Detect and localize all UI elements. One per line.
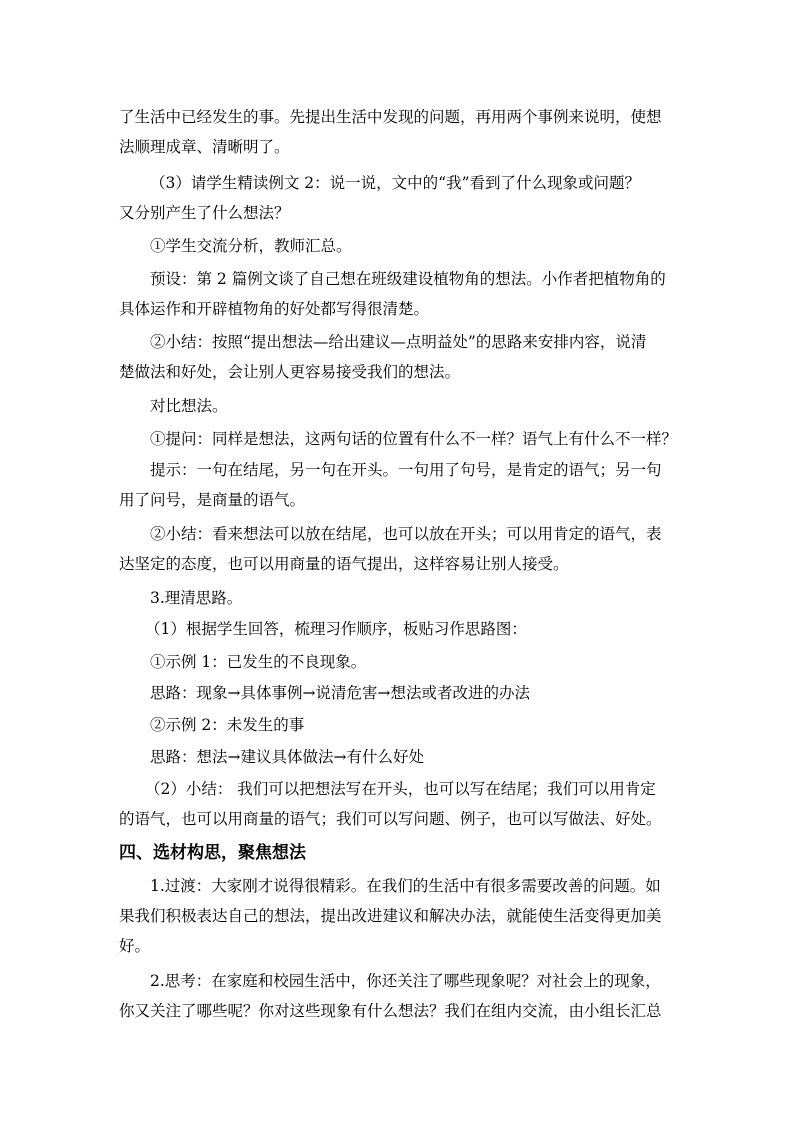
text-line: 2.思考：在家庭和校园生活中，你还关注了哪些现象呢？对社会上的现象， bbox=[150, 972, 661, 990]
text-line: 提示：一句在结尾，另一句在开头。一句用了句号，是肯定的语气；另一句 bbox=[150, 461, 662, 479]
paragraph-discussion: ①学生交流分析，教师汇总。 bbox=[150, 237, 352, 255]
text-line: 1.过渡：大家刚才说得很精彩。在我们的生活中有很多需要改善的问题。如 bbox=[150, 877, 661, 895]
paragraph-step3: 3.理清思路。 bbox=[150, 589, 243, 607]
text-line: 了生活中已经发生的事。先提出生活中发现的问题，再用两个事例来说明，使想 bbox=[119, 108, 662, 126]
paragraph-summary-3 bbox=[119, 774, 677, 834]
text-line: （2）小结： 我们可以把想法写在开头，也可以写在结尾；我们可以用肯定 bbox=[145, 780, 656, 798]
text-line: 法顺理成章、清晰明了。 bbox=[119, 138, 290, 156]
paragraph-question: ①提问：同样是想法，这两句话的位置有什么不一样？语气上有什么不一样？ bbox=[150, 430, 678, 448]
text-line: ②小结：按照“提出想法—给出建议—点明益处”的思路来安排内容，说清 bbox=[150, 333, 647, 351]
paragraph-summary-1 bbox=[119, 327, 677, 387]
section-heading: 四、选材构思，聚焦想法 bbox=[119, 843, 306, 863]
paragraph-summary-2 bbox=[119, 519, 677, 579]
text-line: 预设：第 2 篇例文谈了自己想在班级建设植物角的想法。小作者把植物角的 bbox=[150, 270, 666, 288]
paragraph-preset bbox=[119, 264, 677, 324]
text-line: 好。 bbox=[119, 937, 151, 955]
text-line: 果我们积极表达自己的想法，提出改进建议和解决办法，就能使生活变得更加美 bbox=[119, 907, 662, 925]
paragraph-example-1: ①示例 1：已发生的不良现象。 bbox=[150, 653, 367, 671]
paragraph-hint bbox=[119, 455, 677, 515]
text-line: 你又关注了哪些呢？你对这些现象有什么想法？我们在组内交流，由小组长汇总 bbox=[119, 1002, 662, 1020]
paragraph-think bbox=[119, 966, 677, 1026]
text-line: （3）请学生精读例文 2：说一说，文中的“我”看到了什么现象或问题？ bbox=[150, 174, 641, 192]
text-line: 达坚定的态度，也可以用商量的语气提出，这样容易让别人接受。 bbox=[119, 555, 569, 573]
paragraph-example-2: ②示例 2：未发生的事 bbox=[150, 716, 305, 734]
text-line: 用了问号，是商量的语气。 bbox=[119, 491, 306, 509]
paragraph-continuation bbox=[119, 102, 677, 162]
paragraph-compare: 对比想法。 bbox=[150, 397, 228, 415]
paragraph-thinking-2: 思路：想法→建议具体做法→有什么好处 bbox=[150, 748, 424, 766]
paragraph-thinking-1: 思路：现象→具体事例→说清危害→想法或者改进的办法 bbox=[150, 684, 530, 702]
paragraph-transition bbox=[119, 871, 677, 961]
text-line: 又分别产生了什么想法？ bbox=[119, 204, 290, 222]
paragraph-example2-prompt bbox=[119, 168, 677, 228]
text-line: ②小结：看来想法可以放在结尾，也可以放在开头；可以用肯定的语气，表 bbox=[150, 525, 662, 543]
paragraph-sequence: （1）根据学生回答，梳理习作顺序，板贴习作思路图： bbox=[145, 620, 527, 638]
text-line: 具体运作和开辟植物角的好处都写得很清楚。 bbox=[119, 300, 430, 318]
text-line: 楚做法和好处，会让别人更容易接受我们的想法。 bbox=[119, 363, 461, 381]
text-line: 的语气，也可以用商量的语气；我们可以写问题、例子，也可以写做法、好处。 bbox=[119, 810, 662, 828]
